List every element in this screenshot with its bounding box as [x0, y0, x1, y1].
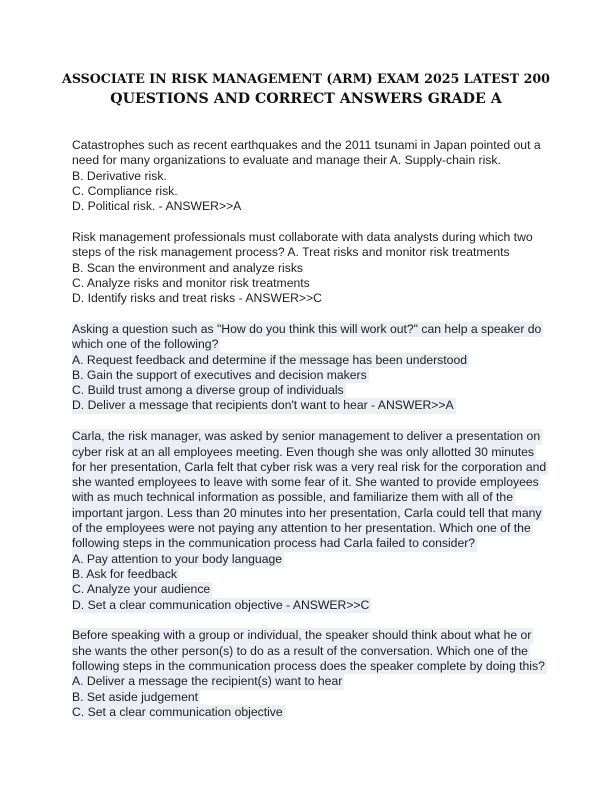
question-block — [72, 628, 552, 720]
question-block — [72, 230, 552, 306]
title-line: QUESTIONS AND CORRECT ANSWERS GRADE A — [110, 91, 502, 107]
answer-option: D. Identify risks and treat risks - ANSWER>>C — [72, 291, 322, 306]
answer-option: B. Set aside judgement — [72, 689, 199, 704]
question-line: Risk management professionals must collaborate with data analysts during which two — [72, 229, 533, 244]
question-line: important jargon. Less than 20 minutes into her presentation, Carla could tell that many — [72, 505, 542, 520]
question-line: with as much technical information as possible, and familiarize them with all of the — [72, 490, 513, 505]
question-line: need for many organizations to evaluate and manage their A. Supply-chain risk. — [72, 153, 501, 168]
question-block — [72, 322, 552, 414]
answer-option: D. Deliver a message that recipients don't want to hear - ANSWER>>A — [72, 398, 454, 413]
document-title — [60, 68, 552, 110]
answer-option: D. Set a clear communication objective - ANSWER>>C — [72, 597, 370, 612]
question-line: for her presentation, Carla felt that cyber risk was a very real risk for the corporation and — [72, 459, 547, 474]
answer-option: A. Request feedback and determine if the message has been understood — [72, 352, 467, 367]
document-body — [72, 138, 552, 736]
question-line: she wants the other person(s) to do as a result of the conversation. Which one of the — [72, 643, 528, 658]
answer-option: A. Pay attention to your body language — [72, 551, 283, 566]
question-line: Carla, the risk manager, was asked by senior management to deliver a presentation on — [72, 429, 541, 444]
question-line: which one of the following? — [72, 337, 219, 352]
question-line: following steps in the communication process does the speaker complete by doing this? — [72, 658, 545, 673]
question-line: of the employees were not paying any attention to her presentation. Which one of the — [72, 521, 531, 536]
question-line: cyber risk at an all employees meeting. Even though she was only allotted 30 minutes — [72, 444, 535, 459]
answer-option: C. Compliance risk. — [72, 183, 178, 198]
question-block — [72, 138, 552, 214]
answer-option: B. Ask for feedback — [72, 566, 178, 581]
answer-option: A. Deliver a message the recipient(s) want to hear — [72, 674, 343, 689]
answer-option: B. Scan the environment and analyze risks — [72, 260, 304, 275]
question-line: Asking a question such as "How do you think this will work out?" can help a speaker do — [72, 321, 542, 336]
question-block — [72, 429, 552, 613]
answer-option: C. Analyze your audience — [72, 582, 211, 597]
question-line: she wanted employees to leave with some fear of it. She wanted to provide employees — [72, 475, 539, 490]
answer-option: B. Derivative risk. — [72, 168, 167, 183]
answer-option: C. Analyze risks and monitor risk treatments — [72, 275, 310, 290]
answer-option: C. Set a clear communication objective — [72, 704, 283, 719]
question-line: Before speaking with a group or individual, the speaker should think about what he or — [72, 628, 532, 643]
question-line: following steps in the communication process had Carla failed to consider? — [72, 536, 476, 551]
answer-option: D. Political risk. - ANSWER>>A — [72, 199, 242, 214]
answer-option: C. Build trust among a diverse group of individuals — [72, 383, 344, 398]
question-line: Catastrophes such as recent earthquakes and the 2011 tsunami in Japan pointed out a — [72, 138, 541, 152]
answer-option: B. Gain the support of executives and decision makers — [72, 367, 367, 382]
title-line: ASSOCIATE IN RISK MANAGEMENT (ARM) EXAM 2025 LATEST 200 — [62, 71, 550, 86]
question-line: steps of the risk management process? A. Treat risks and monitor risk treatments — [72, 245, 510, 260]
